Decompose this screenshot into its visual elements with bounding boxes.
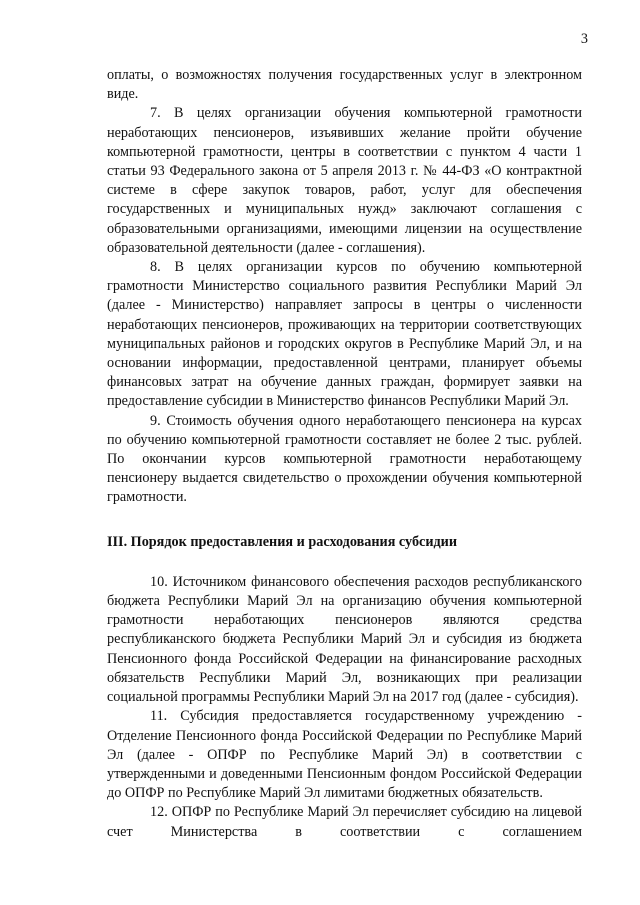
page-number: 3 xyxy=(580,31,588,47)
paragraph-10: 10. Источником финансового обеспечения расходов республиканского бюджета Республики Марий Эл на организацию обучения компьютерной грамотности неработающих пенсионеров являются средства республиканского бюджета Республики Марий Эл и субсидия из бюджета Пенсионного фонда Российской Федерации на финансирование расходных обязательств Республики Марий Эл, возникающих при реализации социальной программы Республики Марий Эл на 2017 год (далее - субсидия). xyxy=(107,573,582,706)
document-body xyxy=(107,66,582,842)
paragraph-12: 12. ОПФР по Республике Марий Эл перечисляет субсидию на лицевой счет Министерства в соответствии с соглашением xyxy=(107,804,582,840)
section-heading: III. Порядок предоставления и расходования субсидии xyxy=(107,533,458,550)
paragraph-continuation: оплаты, о возможностях получения государственных услуг в электронном виде. xyxy=(107,67,582,103)
paragraph-9: 9. Стоимость обучения одного неработающего пенсионера на курсах по обучению компьютерной грамотности составляет не более 2 тыс. рублей. По окончании курсов компьютерной грамотности неработающему пенсионеру выдается свидетельство о прохождении обучения компьютерной грамотности. xyxy=(107,412,582,506)
paragraph-7: 7. В целях организации обучения компьютерной грамотности неработающих пенсионеров, изъявивших желание пройти обучение компьютерной грамотности, центры в соответствии с пунктом 4 части 1 статьи 93 Федерального закона от 5 апреля 2013 г. № 44-ФЗ «О контрактной системе в сфере закупок товаров, работ, услуг для обеспечения государственных и муниципальных нужд» заключают соглашения с образовательными организациями, имеющими лицензии на осуществление образовательной деятельности (далее - соглашения). xyxy=(107,105,582,256)
paragraph-11: 11. Субсидия предоставляется государственному учреждению - Отделение Пенсионного фонда Российской Федерации по Республике Марий Эл (далее - ОПФР по Республике Марий Эл) в соответствии с утвержденными и доведенными Пенсионным фондом Российской Федерации до ОПФР по Республике Марий Эл лимитами бюджетных обязательств. xyxy=(107,708,582,802)
paragraph-8: 8. В целях организации курсов по обучению компьютерной грамотности Министерство социального развития Республики Марий Эл (далее - Министерство) направляет запросы в центры о численности неработающих пенсионеров, проживающих на территории соответствующих муниципальных районов и городских округов в Республике Марий Эл, и на основании информации, предоставленной центрами, планирует объемы финансовых затрат на обучение данных граждан, формирует заявки на предоставление субсидии в Министерство финансов Республики Марий Эл. xyxy=(107,259,582,410)
